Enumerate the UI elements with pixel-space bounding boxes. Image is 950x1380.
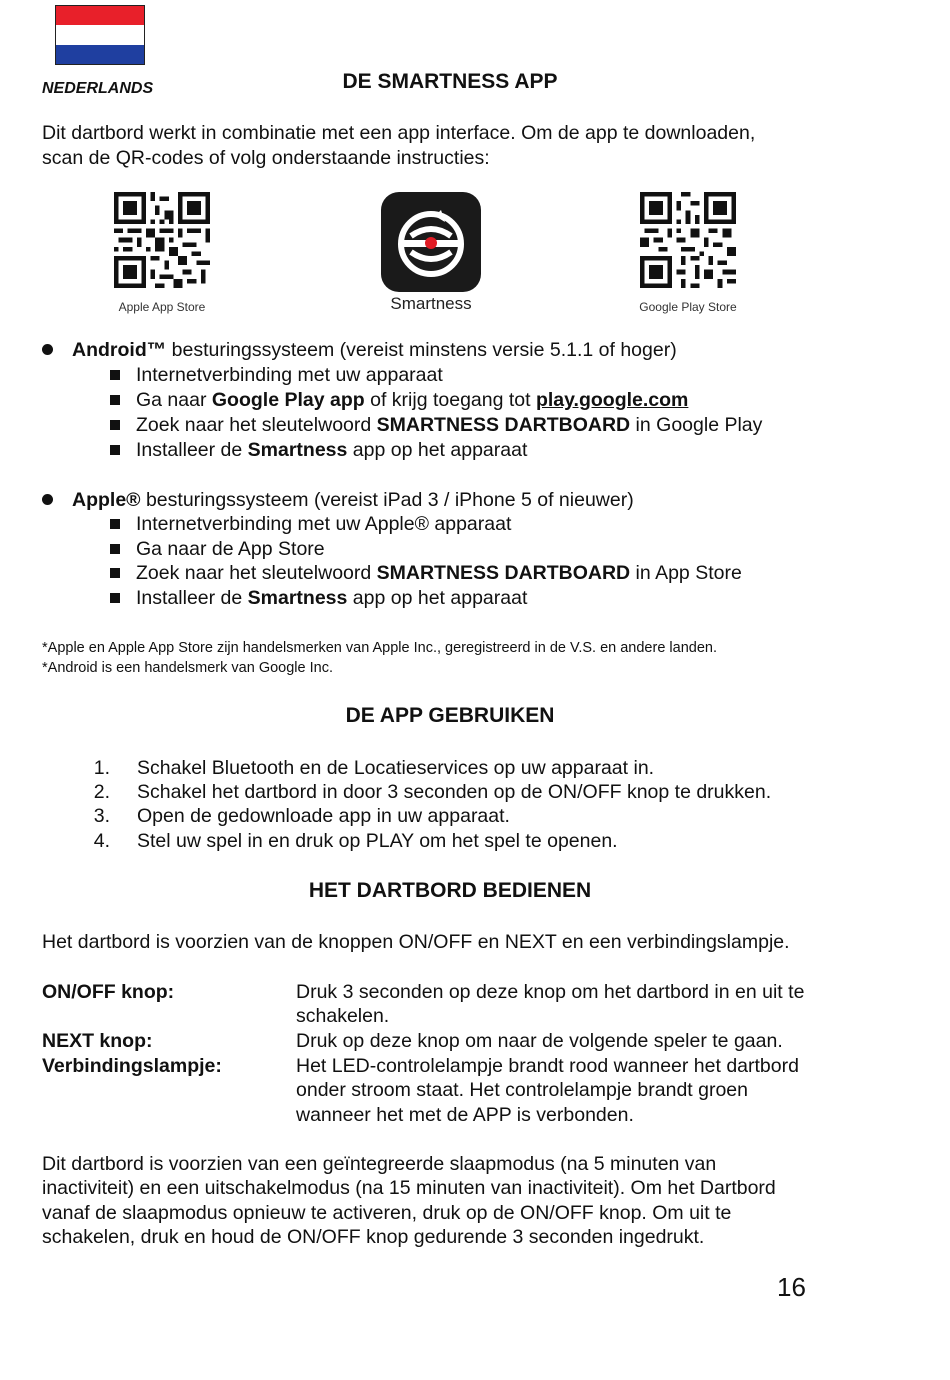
google-qr-caption: Google Play Store [639,300,737,314]
section-title-app: DE SMARTNESS APP [342,70,558,93]
page-number: 16 [777,1272,806,1302]
step-4 [80,829,618,854]
onoff-desc-1: Druk 3 seconden op deze knop om het dartbord in en uit te [296,981,805,1003]
apple-qr-code-icon [114,192,210,288]
step-3 [80,804,510,829]
led-desc-2: onder stroom staat. Het controlelampje brandt groen [296,1079,748,1101]
flag-stripe-white [56,25,144,44]
apple-item-1 [110,512,511,537]
intro-line-1: Dit dartbord werkt in combinatie met een app interface. Om de app te downloaden, [42,122,756,144]
bullet-dot-icon [42,494,53,505]
sleep-line-3: vanaf de slaapmodus opnieuw te activeren, druk op de ON/OFF knop. Om uit te [42,1202,732,1224]
android-heading [42,338,677,363]
android-item-3-text-a: Zoek naar het sleutelwoord [136,414,377,436]
android-item-1 [110,363,443,388]
step-text: Schakel het dartbord in door 3 seconden op de ON/OFF knop te drukken. [137,781,772,803]
android-item-4-text-c: app op het apparaat [347,439,528,461]
step-text: Open de gedownloade app in uw apparaat. [137,805,510,827]
step-number: 3. [93,805,110,827]
apple-item-4-text-c: app op het apparaat [347,587,528,609]
footnote-apple: *Apple en Apple App Store zijn handelsmerken van Apple Inc., geregistreerd in de V.S. en andere landen. [42,640,717,656]
google-qr-code-icon [640,192,736,288]
android-item-2-text-a: Ga naar [136,389,212,411]
play-google-link[interactable]: play.google.com [535,389,689,411]
step-number: 2. [93,781,110,803]
section-title-dartboard: HET DARTBORD BEDIENEN [308,879,592,902]
android-item-2-text-c: of krijg toegang tot [364,389,536,411]
sleep-line-2: inactiviteit) en een uitschakelmodus (na 15 minuten van inactiviteit). Om het Dartbord [42,1177,776,1199]
netherlands-flag [55,5,145,65]
step-number: 4. [93,830,110,852]
flag-stripe-red [56,6,144,25]
android-lead-rest: besturingssysteem (vereist minstens versie 5.1.1 of hoger) [166,339,677,361]
smartness-app-icon [381,192,481,292]
section-title-use-app: DE APP GEBRUIKEN [345,704,555,727]
apple-item-3 [110,561,742,586]
led-label: Verbindingslampje: [42,1055,222,1077]
apple-item-3-text-c: in App Store [630,562,742,584]
bullet-square-icon [110,568,120,578]
led-desc-1: Het LED-controlelampje brandt rood wanneer het dartbord [296,1055,799,1077]
bullet-square-icon [110,544,120,554]
next-desc: Druk op deze knop om naar de volgende speler te gaan. [296,1030,783,1052]
bullet-dot-icon [42,344,53,355]
apple-item-3-text-a: Zoek naar het sleutelwoord [136,562,377,584]
apple-heading [42,488,634,513]
android-item-2-text-b: Google Play app [211,389,365,411]
apple-item-2-text: Ga naar de App Store [136,538,325,560]
bullet-square-icon [110,370,120,380]
footnote-android: *Android is een handelsmerk van Google Inc. [42,660,333,676]
apple-lead-bold: Apple® [72,489,141,511]
apple-lead-rest: besturingssysteem (vereist iPad 3 / iPhone 5 of nieuwer) [140,489,634,511]
led-desc-3: wanneer het met de APP is verbonden. [296,1104,634,1126]
android-item-2 [110,388,688,413]
onoff-desc-2: schakelen. [296,1005,390,1027]
apple-item-3-text-b: SMARTNESS DARTBOARD [376,562,631,584]
bullet-square-icon [110,420,120,430]
apple-item-4-text-a: Installeer de [136,587,248,609]
android-item-3-text-c: in Google Play [630,414,763,436]
onoff-label: ON/OFF knop: [42,981,175,1003]
step-number: 1. [93,757,110,779]
android-lead-bold: Android™ [72,339,167,361]
android-item-4-text-a: Installeer de [136,439,248,461]
apple-item-4 [110,586,527,611]
app-name-label: Smartness [390,294,472,313]
step-text: Schakel Bluetooth en de Locatieservices op uw apparaat in. [137,757,655,779]
bullet-square-icon [110,593,120,603]
flag-stripe-blue [56,45,144,64]
android-item-3-text-b: SMARTNESS DARTBOARD [376,414,631,436]
dartboard-intro: Het dartbord is voorzien van de knoppen ON/OFF en NEXT en een verbindingslampje. [42,931,790,953]
sleep-line-4: schakelen, druk en houd de ON/OFF knop gedurende 3 seconden ingedrukt. [42,1226,705,1248]
smartness-logo-icon [381,192,481,292]
apple-item-2 [110,537,325,562]
apple-item-1-text: Internetverbinding met uw Apple® apparaat [136,513,512,535]
android-item-3 [110,413,762,438]
apple-qr-caption: Apple App Store [118,300,206,314]
language-label: NEDERLANDS [42,80,154,97]
google-qr-block [633,192,743,314]
step-text: Stel uw spel in en druk op PLAY om het spel te openen. [137,830,618,852]
android-item-4 [110,438,527,463]
bullet-square-icon [110,395,120,405]
android-item-1-text: Internetverbinding met uw apparaat [136,364,443,386]
intro-line-2: scan de QR-codes of volg onderstaande instructies: [42,147,490,169]
apple-qr-block [107,192,217,314]
step-2 [80,780,771,805]
next-label: NEXT knop: [42,1030,153,1052]
apple-item-4-text-b: Smartness [247,587,348,609]
sleep-line-1: Dit dartbord is voorzien van een geïntegreerde slaapmodus (na 5 minuten van [42,1153,717,1175]
step-1 [80,756,654,781]
bullet-square-icon [110,445,120,455]
android-item-4-text-b: Smartness [247,439,348,461]
bullet-square-icon [110,519,120,529]
